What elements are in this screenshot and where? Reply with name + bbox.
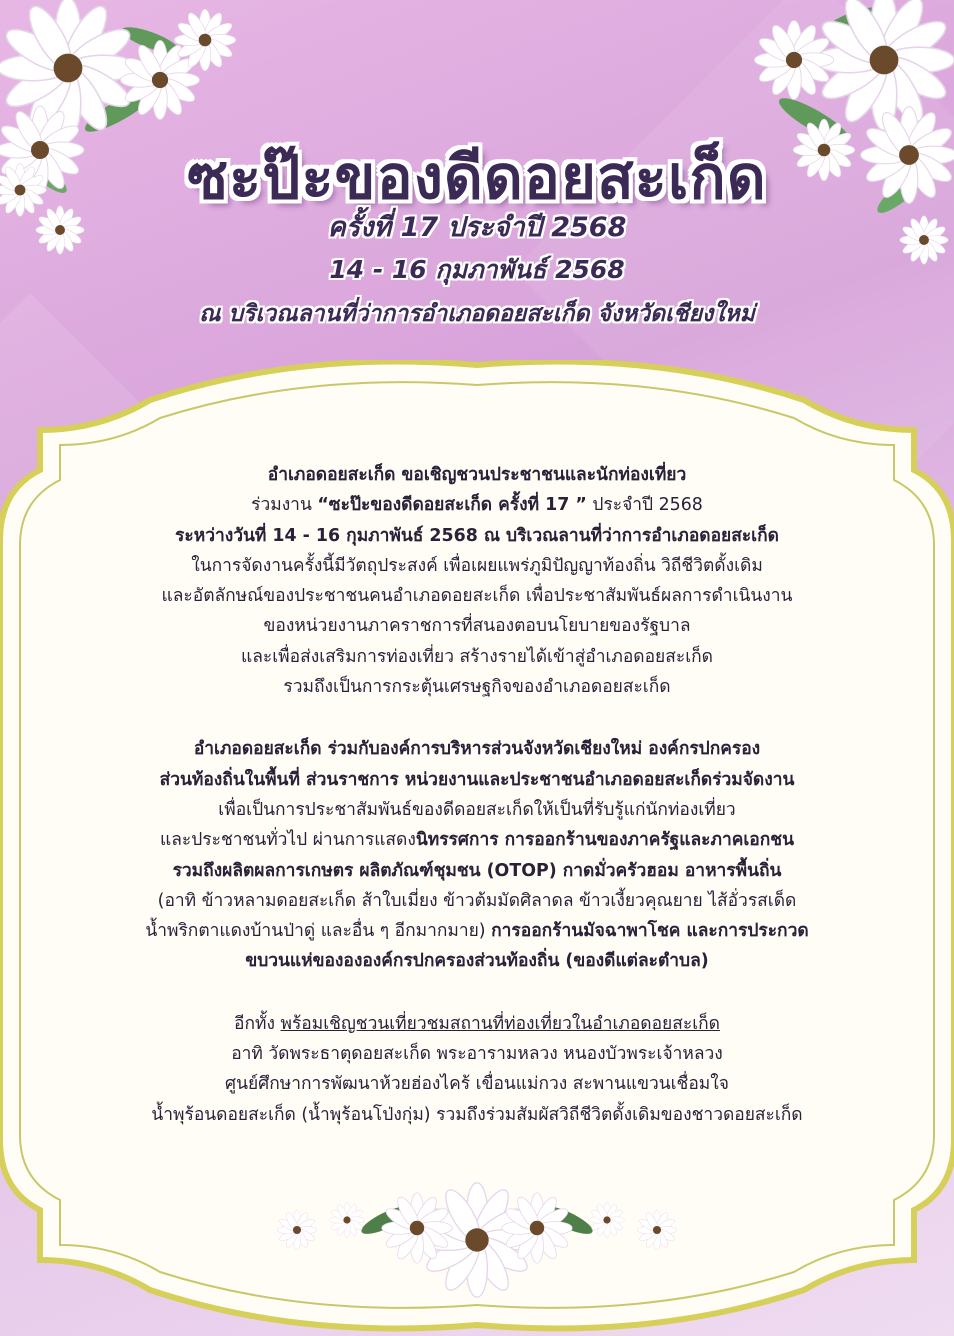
text-segment: ประจำปี 2568 [586, 495, 703, 516]
invitation-line [40, 490, 914, 520]
event-dates: 14 - 16 กุมภาพันธ์ 2568 [329, 255, 625, 284]
poster-header [0, 0, 954, 360]
organizers-line: ส่วนท้องถิ่นในพื้นที่ ส่วนราชการ หน่วยงานและประชาชนอำเภอดอยสะเก็ดร่วมจัดงาน [159, 769, 795, 790]
event-title: ซะป๊ะของดีดอยสะเก็ด [187, 143, 767, 213]
organizers-line: ขบวนแห่ของององค์กรปกครองส่วนท้องถิ่น (ของดีแต่ละตำบล) [245, 951, 709, 972]
invitation-line: รวมถึงเป็นการกระตุ้นเศรษฐกิจของอำเภอดอยสะเก็ด [283, 677, 671, 698]
event-venue: ณ บริเวณลานที่ว่าการอำเภอดอยสะเก็ด จังหวัดเชียงใหม่ [199, 301, 755, 327]
invitation-line: และอัตลักษณ์ของประชาชนคนอำเภอดอยสะเก็ด เพื่อประชาสัมพันธ์ผลการดำเนินงาน [161, 586, 793, 607]
announcement-body [40, 460, 914, 1130]
text-segment: ร่วมงาน [251, 495, 318, 516]
invitation-line: ในการจัดงานครั้งนี้มีวัตถุประสงค์ เพื่อเผยแพร่ภูมิปัญญาท้องถิ่น วิถีชีวิตดั้งเดิม [191, 555, 763, 576]
underlined-invitation: พร้อมเชิญชวนเที่ยวชมสถานที่ท่องเที่ยวในอำเภอดอยสะเก็ด [280, 1013, 720, 1034]
invitation-line: และเพื่อส่งเสริมการท่องเที่ยว สร้างรายได้เข้าสู่อำเภอดอยสะเก็ด [241, 646, 713, 667]
text-segment: และประชาชนทั่วไป ผ่านการแสดง [160, 830, 416, 851]
event-name-quote: “ซะป๊ะของดีดอยสะเก็ด ครั้งที่ 17 ” [317, 495, 587, 516]
text-segment: นิทรรศการ การออกร้านของภาครัฐและภาคเอกชน [415, 830, 794, 851]
paragraph-invitation [40, 460, 914, 702]
invitation-line: ระหว่างวันที่ 14 - 16 กุมภาพันธ์ 2568 ณ บริเวณลานที่ว่าการอำเภอดอยสะเก็ด [175, 525, 779, 546]
text-segment: อีกทั้ง [234, 1013, 281, 1034]
text-segment: การออกร้านมัจฉาพาโชค และการประกวด [491, 921, 809, 942]
attractions-line: น้ำพุร้อนดอยสะเก็ด (น้ำพุร้อนโป่งกุ่ม) รวมถึงร่วมสัมผัสวิถีชีวิตดั้งเดิมของชาวดอยสะเก็ด [151, 1104, 803, 1125]
invitation-line: ของหน่วยงานภาคราชการที่สนองตอบนโยบายของรัฐบาล [263, 616, 691, 637]
organizers-line: (อาทิ ข้าวหลามดอยสะเก็ด ส้าใบเมี่ยง ข้าวต้มมัดศิลาดล ข้าวเงี้ยวคุณยาย ไส้อั่วรสเด็ด [157, 890, 797, 911]
text-segment: น้ำพริกตาแดงบ้านป่าดู่ และอื่น ๆ อีกมากมาย) [145, 921, 492, 942]
attractions-line: อาทิ วัดพระธาตุดอยสะเก็ด พระอารามหลวง หนองบัวพระเจ้าหลวง [231, 1044, 723, 1065]
attractions-line [40, 1009, 914, 1039]
paragraph-attractions [40, 1009, 914, 1130]
invitation-line: อำเภอดอยสะเก็ด ขอเชิญชวนประชาชนและนักท่องเที่ยว [267, 465, 687, 485]
attractions-line: ศูนย์ศึกษาการพัฒนาห้วยฮ่องไคร้ เขื่อนแม่กวง สะพานแขวนเชื่อมใจ [225, 1074, 729, 1095]
event-edition: ครั้งที่ 17 ประจำปี 2568 [327, 212, 627, 243]
organizers-line [40, 916, 914, 946]
organizers-line [40, 825, 914, 855]
organizers-line: เพื่อเป็นการประชาสัมพันธ์ของดีดอยสะเก็ดให้เป็นที่รับรู้แก่นักท่องเที่ยว [218, 799, 736, 820]
organizers-line: อำเภอดอยสะเก็ด ร่วมกับองค์การบริหารส่วนจังหวัดเชียงใหม่ องค์กรปกครอง [193, 739, 761, 760]
organizers-line: รวมถึงผลิตผลการเกษตร ผลิตภัณฑ์ชุมชน (OTOP) กาดมั่วครัวฮอม อาหารพื้นถิ่น [172, 860, 782, 881]
paragraph-organizers [40, 734, 914, 976]
